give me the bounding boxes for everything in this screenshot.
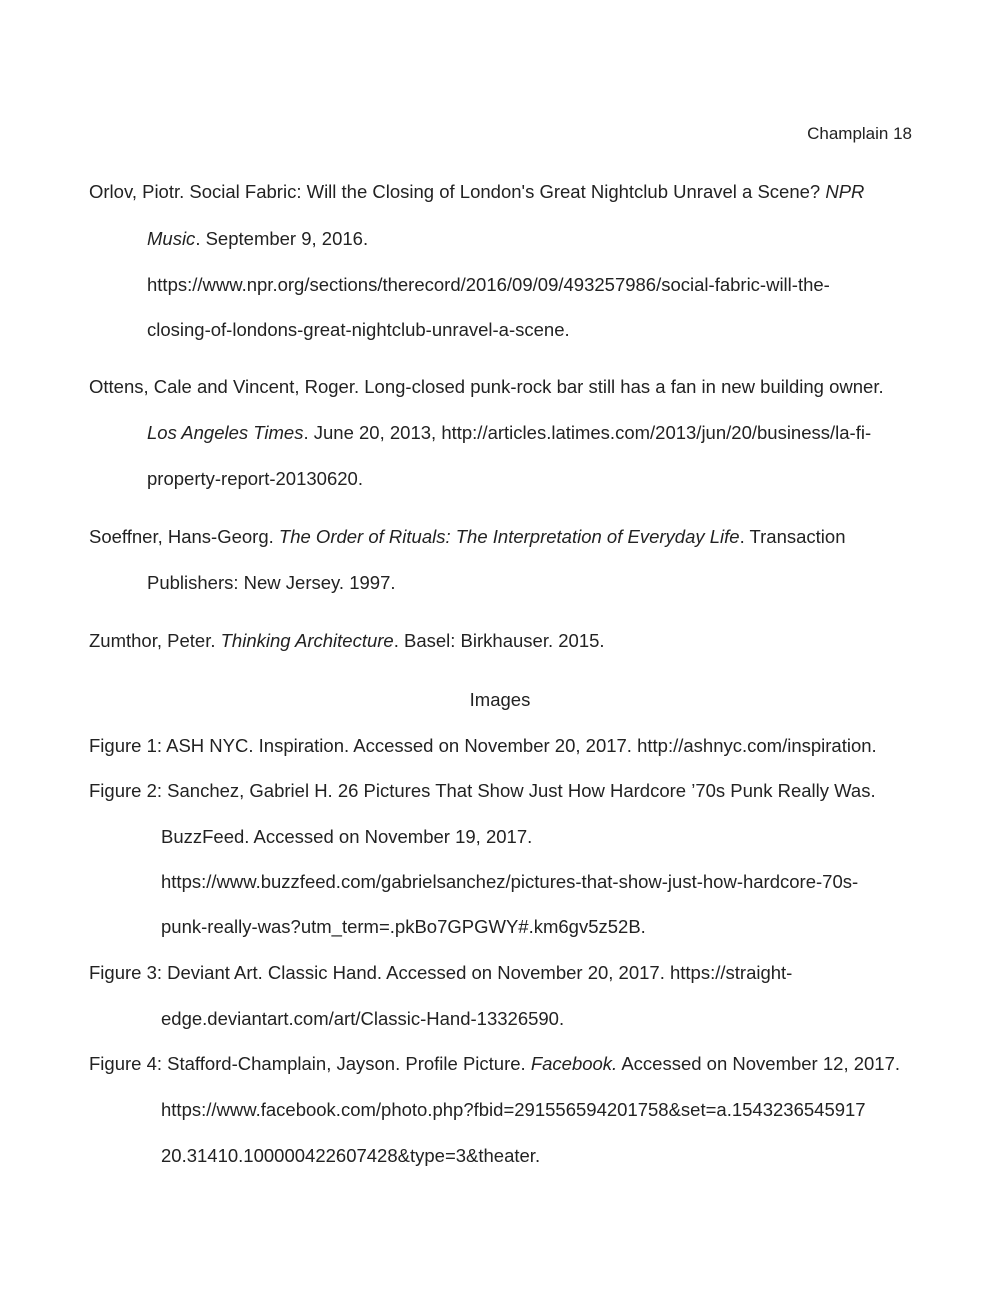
reference-text: . June 20, 2013, http://articles.latimes.com/2013/jun/20/business/la-fi- bbox=[303, 422, 872, 443]
figure-2-line-1: Figure 2: Sanchez, Gabriel H. 26 Pictures That Show Just How Hardcore ’70s Punk Really Was. bbox=[89, 780, 876, 801]
figure-4-line-1 bbox=[89, 1052, 900, 1076]
reference-text: . Transaction bbox=[739, 526, 846, 547]
figure-3-line-2: edge.deviantart.com/art/Classic-Hand-13326590. bbox=[161, 1008, 565, 1029]
reference-text: . Basel: Birkhauser. 2015. bbox=[393, 630, 605, 651]
figure-2-line-4: punk-really-was?utm_term=.pkBo7GPGWY#.km6gv5z52B. bbox=[161, 916, 646, 937]
reference-italic: Music bbox=[147, 228, 196, 249]
reference-ottens-line-3: property-report-20130620. bbox=[147, 468, 363, 489]
reference-text: Soeffner, Hans-Georg. bbox=[89, 526, 279, 547]
figure-3-line-1: Figure 3: Deviant Art. Classic Hand. Accessed on November 20, 2017. https://straight- bbox=[89, 962, 793, 983]
figure-1-line-1: Figure 1: ASH NYC. Inspiration. Accessed on November 20, 2017. http://ashnyc.com/inspiration. bbox=[89, 735, 877, 756]
reference-italic: The Order of Rituals: The Interpretation of Everyday Life bbox=[278, 526, 740, 547]
reference-orlov-line-3: https://www.npr.org/sections/therecord/2016/09/09/493257986/social-fabric-will-the- bbox=[147, 274, 830, 295]
reference-text: Zumthor, Peter. bbox=[89, 630, 221, 651]
figure-text: Figure 4: Stafford-Champlain, Jayson. Profile Picture. bbox=[89, 1053, 531, 1074]
images-heading: Images bbox=[469, 689, 531, 710]
reference-italic: Thinking Architecture bbox=[220, 630, 394, 651]
reference-orlov-line-4: closing-of-londons-great-nightclub-unravel-a-scene. bbox=[147, 319, 570, 340]
reference-ottens-line-2 bbox=[147, 421, 871, 445]
reference-italic: NPR bbox=[825, 181, 865, 202]
running-head: Champlain 18 bbox=[807, 124, 912, 143]
reference-italic: Los Angeles Times bbox=[147, 422, 304, 443]
reference-orlov-line-2 bbox=[147, 227, 368, 251]
reference-soeffner-line-1 bbox=[89, 525, 846, 549]
reference-soeffner-line-2: Publishers: New Jersey. 1997. bbox=[147, 572, 396, 593]
reference-zumthor-line-1 bbox=[89, 629, 605, 653]
reference-text: . September 9, 2016. bbox=[195, 228, 369, 249]
reference-ottens-line-1: Ottens, Cale and Vincent, Roger. Long-closed punk-rock bar still has a fan in new building owner. bbox=[89, 376, 884, 397]
figure-2-line-2: BuzzFeed. Accessed on November 19, 2017. bbox=[161, 826, 533, 847]
reference-text: Orlov, Piotr. Social Fabric: Will the Closing of London's Great Nightclub Unravel a Scene? bbox=[89, 181, 826, 202]
figure-italic: Facebook. bbox=[530, 1053, 618, 1074]
reference-orlov-line-1 bbox=[89, 180, 864, 204]
figure-4-line-2: https://www.facebook.com/photo.php?fbid=291556594201758&set=a.1543236545917 bbox=[161, 1099, 866, 1120]
figure-4-line-3: 20.31410.100000422607428&type=3&theater. bbox=[161, 1145, 541, 1166]
figure-text: Accessed on November 12, 2017. bbox=[617, 1053, 901, 1074]
figure-2-line-3: https://www.buzzfeed.com/gabrielsanchez/pictures-that-show-just-how-hardcore-70s- bbox=[161, 871, 859, 892]
